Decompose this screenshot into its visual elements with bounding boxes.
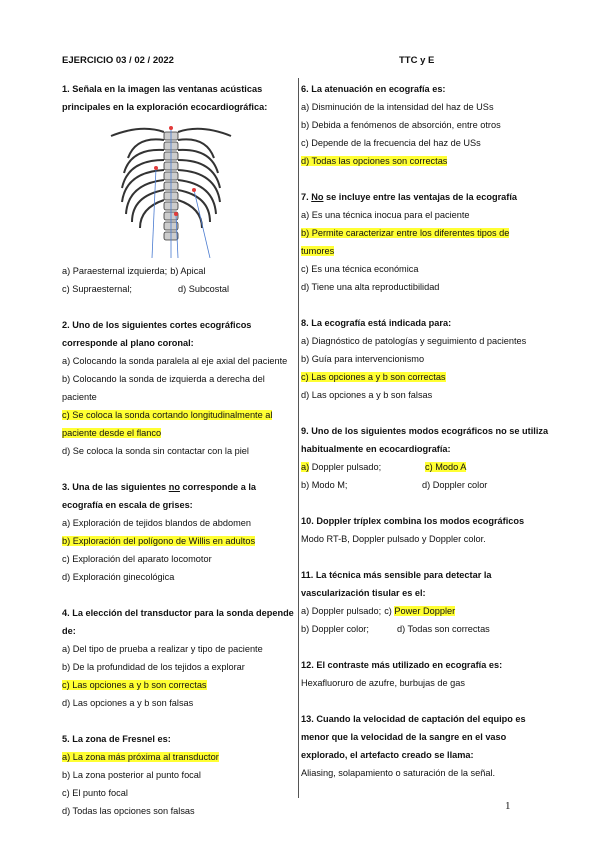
q1-option-c: c) Supraesternal; [62,284,132,294]
q11-option-d: d) Todas son correctas [397,624,490,634]
q1-option-a: a) Paraesternal izquierda; [62,266,168,276]
q1-option-d: d) Subcostal [178,284,230,294]
q9-option-c: c) Modo A [425,462,467,472]
q7-option-d: d) Tiene una alta reproductibilidad [301,282,440,292]
q10-title: 10. Doppler tríplex combina los modos ecográficos [301,516,525,526]
question-11 [301,566,549,638]
q7-option-b-cont: tumores [301,246,335,256]
question-1 [62,80,294,298]
q7-option-b: b) Permite caracterizar entre los diferentes tipos de [301,228,510,238]
q2-option-a: a) Colocando la sonda paralela al eje axial del paciente [62,356,288,366]
q9-option-b: b) Modo M; [301,480,348,490]
page-number: 1 [505,800,511,812]
q12-answer: Hexafluoruro de azufre, burbujas de gas [301,678,465,688]
question-5 [62,730,294,820]
q8-title: 8. La ecografía está indicada para: [301,318,452,328]
question-13 [301,710,549,782]
q7-option-a: a) Es una técnica inocua para el paciente [301,210,470,220]
q2-option-d: d) Se coloca la sonda sin contactar con la piel [62,446,249,456]
question-7 [301,188,549,296]
left-column [62,80,294,820]
q1-title: 1. Señala en la imagen las ventanas acústicas principales en la exploración ecocardiográfica: [62,84,268,112]
q6-option-d: d) Todas las opciones son correctas [301,156,448,166]
q7-option-c: c) Es una técnica económica [301,264,419,274]
q8-option-c: c) Las opciones a y b son correctas [301,372,446,382]
q3-option-c: c) Exploración del aparato locomotor [62,554,212,564]
q6-option-a: a) Disminución de la intensidad del haz de USs [301,102,494,112]
q4-option-d: d) Las opciones a y b son falsas [62,698,194,708]
q4-option-a: a) Del tipo de prueba a realizar y tipo de paciente [62,644,263,654]
question-8 [301,314,549,404]
q2-title: 2. Uno de los siguientes cortes ecográficos corresponde al plano coronal: [62,320,252,348]
q9-option-d: d) Doppler color [422,480,488,490]
q6-option-c: c) Depende de la frecuencia del haz de USs [301,138,481,148]
question-3 [62,478,294,586]
question-2 [62,316,294,460]
q3-option-a: a) Exploración de tejidos blandos de abdomen [62,518,251,528]
q3-option-d: d) Exploración ginecológica [62,572,175,582]
q5-option-c: c) El punto focal [62,788,128,798]
q11-title: 11. La técnica más sensible para detectar la vascularización tisular es el: [301,570,492,598]
question-12 [301,656,549,692]
column-divider [298,78,299,798]
q4-option-c: c) Las opciones a y b son correctas [62,680,207,690]
q13-answer: Aliasing, solapamiento o saturación de la señal. [301,768,496,778]
q8-option-a: a) Diagnóstico de patologías y seguimiento d pacientes [301,336,527,346]
q7-title: 7. No se incluye entre las ventajas de la ecografía [301,192,518,202]
right-column [301,80,549,782]
q1-option-b: b) Apical [170,266,206,276]
question-6 [301,80,549,170]
q3-title: 3. Una de las siguientes no corresponde a la ecografía en escala de grises: [62,482,257,510]
header-left: EJERCICIO 03 / 02 / 2022 [62,55,174,66]
q11-option-a: a) Doppler pulsado; [301,606,382,616]
q5-title: 5. La zona de Fresnel es: [62,734,171,744]
q6-title: 6. La atenuación en ecografía es: [301,84,446,94]
q5-option-a: a) La zona más próxima al transductor [62,752,219,762]
q11-option-b: b) Doppler color; [301,624,369,634]
q13-title: 13. Cuando la velocidad de captación del equipo es menor que la velocidad de la sangre en el vaso explorado, el artefacto creado se llama: [301,714,526,760]
q4-title: 4. La elección del transductor para la sonda depende de: [62,608,294,636]
q5-option-d: d) Todas las opciones son falsas [62,806,195,816]
q12-title: 12. El contraste más utilizado en ecografía es: [301,660,503,670]
header-right: TTC y E [399,55,435,66]
q3-option-b: b) Exploración del polígono de Willis en adultos [62,536,256,546]
question-9 [301,422,549,494]
q9-title: 9. Uno de los siguientes modos ecográficos no se utiliza habitualmente en ecocardiografía: [301,426,549,454]
q11-option-c: c) Power Doppler [384,606,456,616]
q9-option-a: a) Doppler pulsado; [301,462,382,472]
ribcage-figure [106,118,236,258]
q10-answer: Modo RT-B, Doppler pulsado y Doppler color. [301,534,486,544]
q2-option-c: c) Se coloca la sonda cortando longitudinalmente al paciente desde el flanco [62,410,273,438]
q8-option-d: d) Las opciones a y b son falsas [301,390,433,400]
question-10 [301,512,549,548]
q6-option-b: b) Debida a fenómenos de absorción, entre otros [301,120,501,130]
question-4 [62,604,294,712]
q4-option-b: b) De la profundidad de los tejidos a explorar [62,662,245,672]
q5-option-b: b) La zona posterior al punto focal [62,770,201,780]
q2-option-b: b) Colocando la sonda de izquierda a derecha del paciente [62,374,265,402]
q8-option-b: b) Guía para intervencionismo [301,354,425,364]
